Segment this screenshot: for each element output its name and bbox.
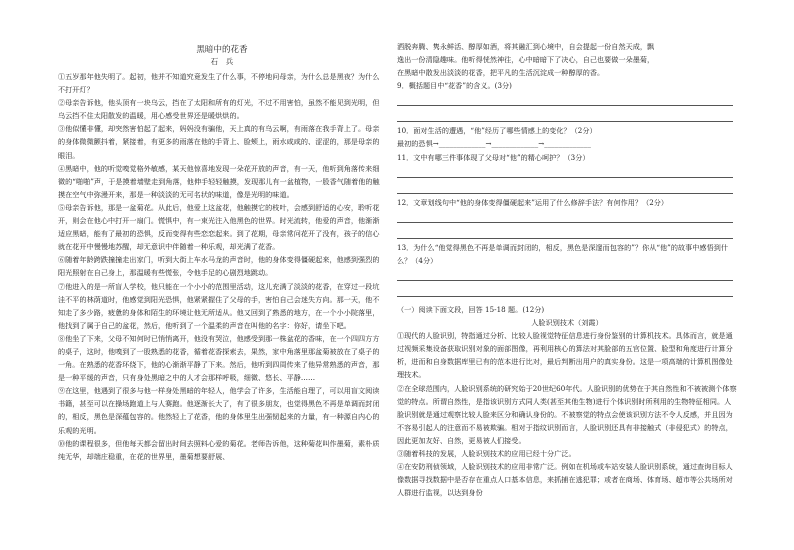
question-text: 13．为什么“他觉得黑色不再是单调而封闭的，相反，黑色是深邃而包容的”？你从“他”的故事中感悟到什么？（4分） [397, 242, 729, 265]
story-paragraph: ②母亲告诉他，他头顶有一块乌云，挡在了太阳和所有的灯光，不过不用害怕，虽然不能见到光明，但乌云挡不住太阳散发的温暖，用心感受世界还是暖烘烘的。 [58, 98, 380, 121]
article-title: 人脸识别技术（刘霞） [531, 318, 603, 328]
answer-line[interactable] [397, 108, 733, 122]
story-paragraph: ⑤母亲告诉他，那是一盆菊花。从此后，他爱上这盆花，他触摸它的枝叶，会感到舒适的心安，聆听花开，则会在他心中打开一扇门。慌惧中，有一束光注入他黑色的世界。时光流转，他爱的声音，他渐渐适应黑暗，能有了最初的恐惧，反而变得有些恋恋起来。到了花期，母亲常问花开了没有，孩子的信心就在花开中慢慢地苏醒，却无意识中伴随着一种乐观，却光满了花香。 [58, 202, 380, 252]
section-heading: （一）阅读下面文段，回答 15-18 题。(12分) [397, 304, 545, 314]
answer-line[interactable] [397, 283, 733, 297]
answer-line[interactable] [397, 92, 733, 106]
story-paragraph: ⑦他进入的是一所盲人学校，他只能在一个小小的范围里活动，这儿充满了淡淡的花香，在穿过一段坑洼不平的林荫道时，他感觉到阳光恐惧，他紧紧握住了父母的手，害怕自己会迷失方向。那一天，他不知走了多少路，疲惫的身体和陌生的环境让他无所适从。他又回到了熟悉的地方，在一个小小院落里，他找到了属于自己的盆花，然后，他听到了一个温柔的声音在叫他的名字：你好，请坐下吧。 [58, 281, 380, 330]
article-paragraph: ③随着科技的发展，人脸识别技术的应用已经十分广泛。 [397, 448, 576, 458]
question-text: 9．概括题目中“花香”的含义。(3分) [397, 81, 512, 91]
article-paragraph: ②在全球范围内，人脸识别系统的研究始于20世纪60年代。人脸识别的优势在于其自然性和不被被测个体察觉的特点。所谓自然性，是指该识别方式同人类(甚至其他生物)进行个体识别时所利用的生物特征相同。人脸识别就是通过观察比较人脸来区分和确认身份的。不被察觉的特点会使该识别方法不令人反感，并且因为不容易引起人的注意而不易被欺骗。相对于指纹识别而言，人脸识别还具有非接触式（非侵犯式）的特点，因此更加友好、自然，更易被人们接受。 [397, 383, 737, 445]
continuation-line: 在黑暗中散发出淡淡的花香，把平凡的生活沉淀成一种醇厚的香。 [397, 68, 605, 78]
article-paragraph: ①现代的人脸识别，特指通过分析、比较人脸视觉特征信息进行身份鉴别的计算机技术。具体而言，就是通过视频采集设备获取识别对象的面部图像，再利用核心的算法对其脸部的五官位置、脸型和角度进行计算分析，进而和自身数据库里已有的范本进行比对，最后判断出用户的真实身份。这是一项高端的计算机图像处理技术。 [397, 331, 733, 380]
continuation-line: 洒脱奔腾、隽永鲜活、醇厚如酒，将其融汇到心境中，自会提起一份自然天成，飘 [397, 42, 655, 51]
story-author: 石 兵 [210, 57, 234, 66]
story-paragraph: ⑩他的课程很多，但他每天都会留出时间去照料心爱的菊花。老师告诉他，这种菊花叫作墨菊，素朴质纯无华，却端庄稳重，在花的世界里，墨菊想要舒展、 [58, 438, 380, 461]
answer-line[interactable] [397, 225, 733, 239]
story-title: 黑暗中的花香 [196, 45, 248, 55]
reading-section-two [397, 303, 737, 499]
story-paragraph: ①五岁那年他失明了。起初，他并不知道究竟发生了什么事，不停地问母亲，为什么总是黑夜？为什么不打开灯？ [58, 72, 380, 95]
story-continuation [397, 40, 737, 79]
right-column [397, 40, 737, 499]
answer-line[interactable] [397, 180, 733, 194]
story-body [58, 70, 386, 463]
question-text: 最初的恐惧→_____________→_____________→_____________ [397, 139, 591, 149]
article-body [397, 329, 737, 499]
story-paragraph: ⑥随着年龄跨跌撞撞走出家门，听到大街上车水马龙的声音时，他的身体变得僵硬起来，他感到强烈的阳光照射在自己身上，那温暖有些慌张，令他手足的心剧烈地跳动。 [58, 255, 380, 278]
question-text: 11．文中有哪三件事体现了父母对“他”的精心呵护？（3分） [397, 152, 590, 162]
question-text: 10．面对生活的遭遇，“他”经历了哪些情感上的变化？（2分） [397, 126, 597, 136]
left-column [58, 40, 386, 463]
story-paragraph: ⑨在这里，他遇到了很多与他一样身处黑暗的年轻人，他学会了许多，生活能自理了，可以用盲文阅读书籍，甚至可以在操场跑道上与人赛跑。他逐渐长大了，有了很多朋友，也觉得黑色不再是单调而封闭的，相反，黑色是深蕴包容的。他然轻上了花香，他的身体里生出强韧起来的力量，有一种源自内心的乐观的光明。 [58, 386, 380, 435]
story-paragraph: ③他似懂非懂，却突然害怕起了起来，妈妈没有骗他，天上真的有乌云啊，有雨落在我手背上了。母亲的身体微微颤抖着，紧接着，有更多的雨落在他的手背上、脸颊上，雨水咸咸的、涩涩的，那是母亲的眼泪。 [58, 124, 380, 160]
story-paragraph: ④黑暗中，他的听觉嗅觉格外敏感，某天他惊喜地发现一朵花开放的声音，有一天，他听到角落传来细微的“啪啪”声，于是摸着墙壁走到角落，他伸手轻轻触摸，发现那儿有一盆植物，一股香气随着他的触摸在空气中弥漫开来，那是一种淡淡的无可名状的味道，像是光明的味道。 [58, 163, 380, 199]
continuation-line: 逸出一份清隐趣味。他听得恍然神往，心中暗暗下了决心，自己也要做一朵墨菊， [397, 55, 655, 65]
answer-line[interactable] [397, 267, 733, 281]
article-paragraph: ④在安防刑侦领域，人脸识别技术的应用非常广泛。例如在机场或车站安装人脸识别系统，通过查询目标人像数据寻找数据中是否存在重点人口基本信息，来抓捕在逃犯罪；或者在商场、体育场、超市等公共场所对人群进行监视，以达到身份 [397, 462, 733, 498]
answer-line[interactable] [397, 209, 733, 223]
question-list [397, 79, 737, 297]
story-paragraph: ⑧他坐了下来，父母不知何时已悄悄离开，他没有哭泣，他感受到那一株盆花的香味，在一个四四方方的桌子，这时，他嗅到了一股熟悉的花香，循着花香探索去，果然，家中角落里那盆菊被放在了桌子的一角。在熟悉的花香环绕下，他的心渐渐平静了下来。然后，他听到四周传来了他异常熟悉的声音，那是一种平缓的声音，只有身处黑暗之中的人才会那样呼吸，细微、悠长、平静…… [58, 333, 380, 383]
question-text: 12．文章划线句中“他的身体变得僵硬起来”运用了什么修辞手法？有何作用？（2分） [397, 197, 669, 207]
answer-line[interactable] [397, 164, 733, 178]
